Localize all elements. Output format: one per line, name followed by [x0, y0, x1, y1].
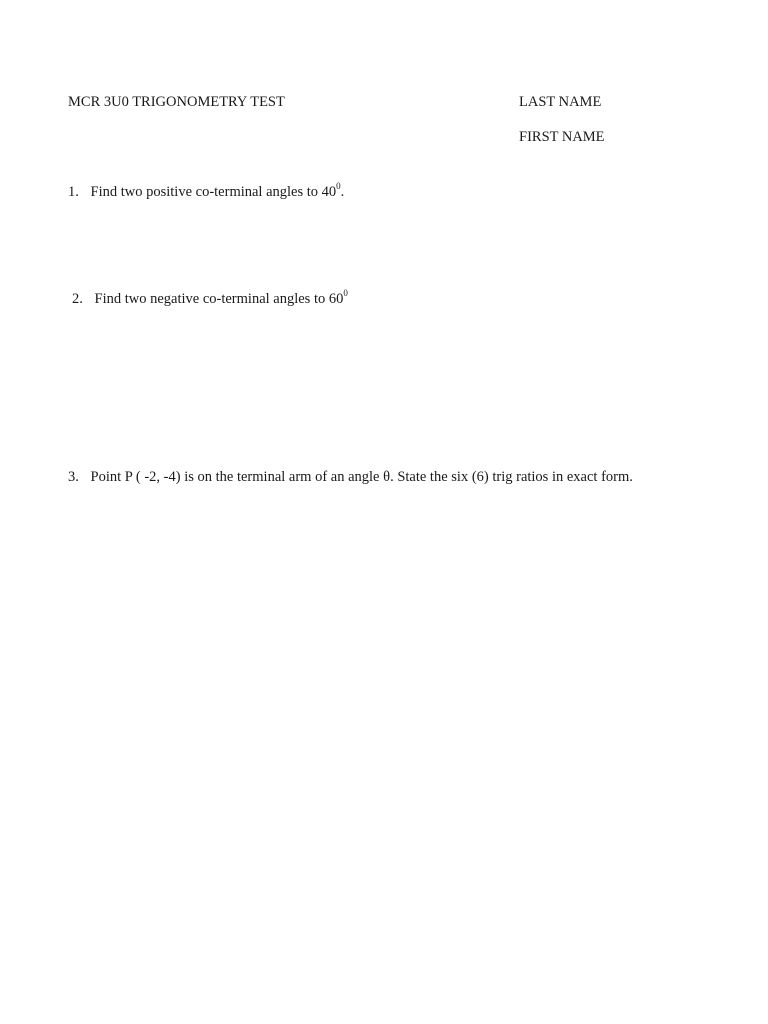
question-number: 3. [68, 469, 79, 485]
last-name-label: LAST NAME [519, 94, 602, 110]
question-2 [72, 288, 348, 307]
question-text: Find two negative co-terminal angles to 60 [94, 291, 344, 307]
question-number: 2. [72, 291, 83, 307]
degree-superscript: 0 [336, 181, 341, 191]
page-title: MCR 3U0 TRIGONOMETRY TEST [68, 94, 285, 110]
question-trailing: . [340, 184, 345, 200]
question-text: Find two positive co-terminal angles to 40 [90, 184, 337, 200]
question-text: Point P ( -2, -4) is on the terminal arm of an angle θ. State the six (6) trig ratios in exact form. [90, 469, 633, 485]
first-name-label: FIRST NAME [519, 129, 605, 145]
question-number: 1. [68, 184, 79, 200]
question-3 [68, 470, 633, 485]
degree-superscript: 0 [343, 288, 348, 298]
question-1 [68, 181, 345, 200]
